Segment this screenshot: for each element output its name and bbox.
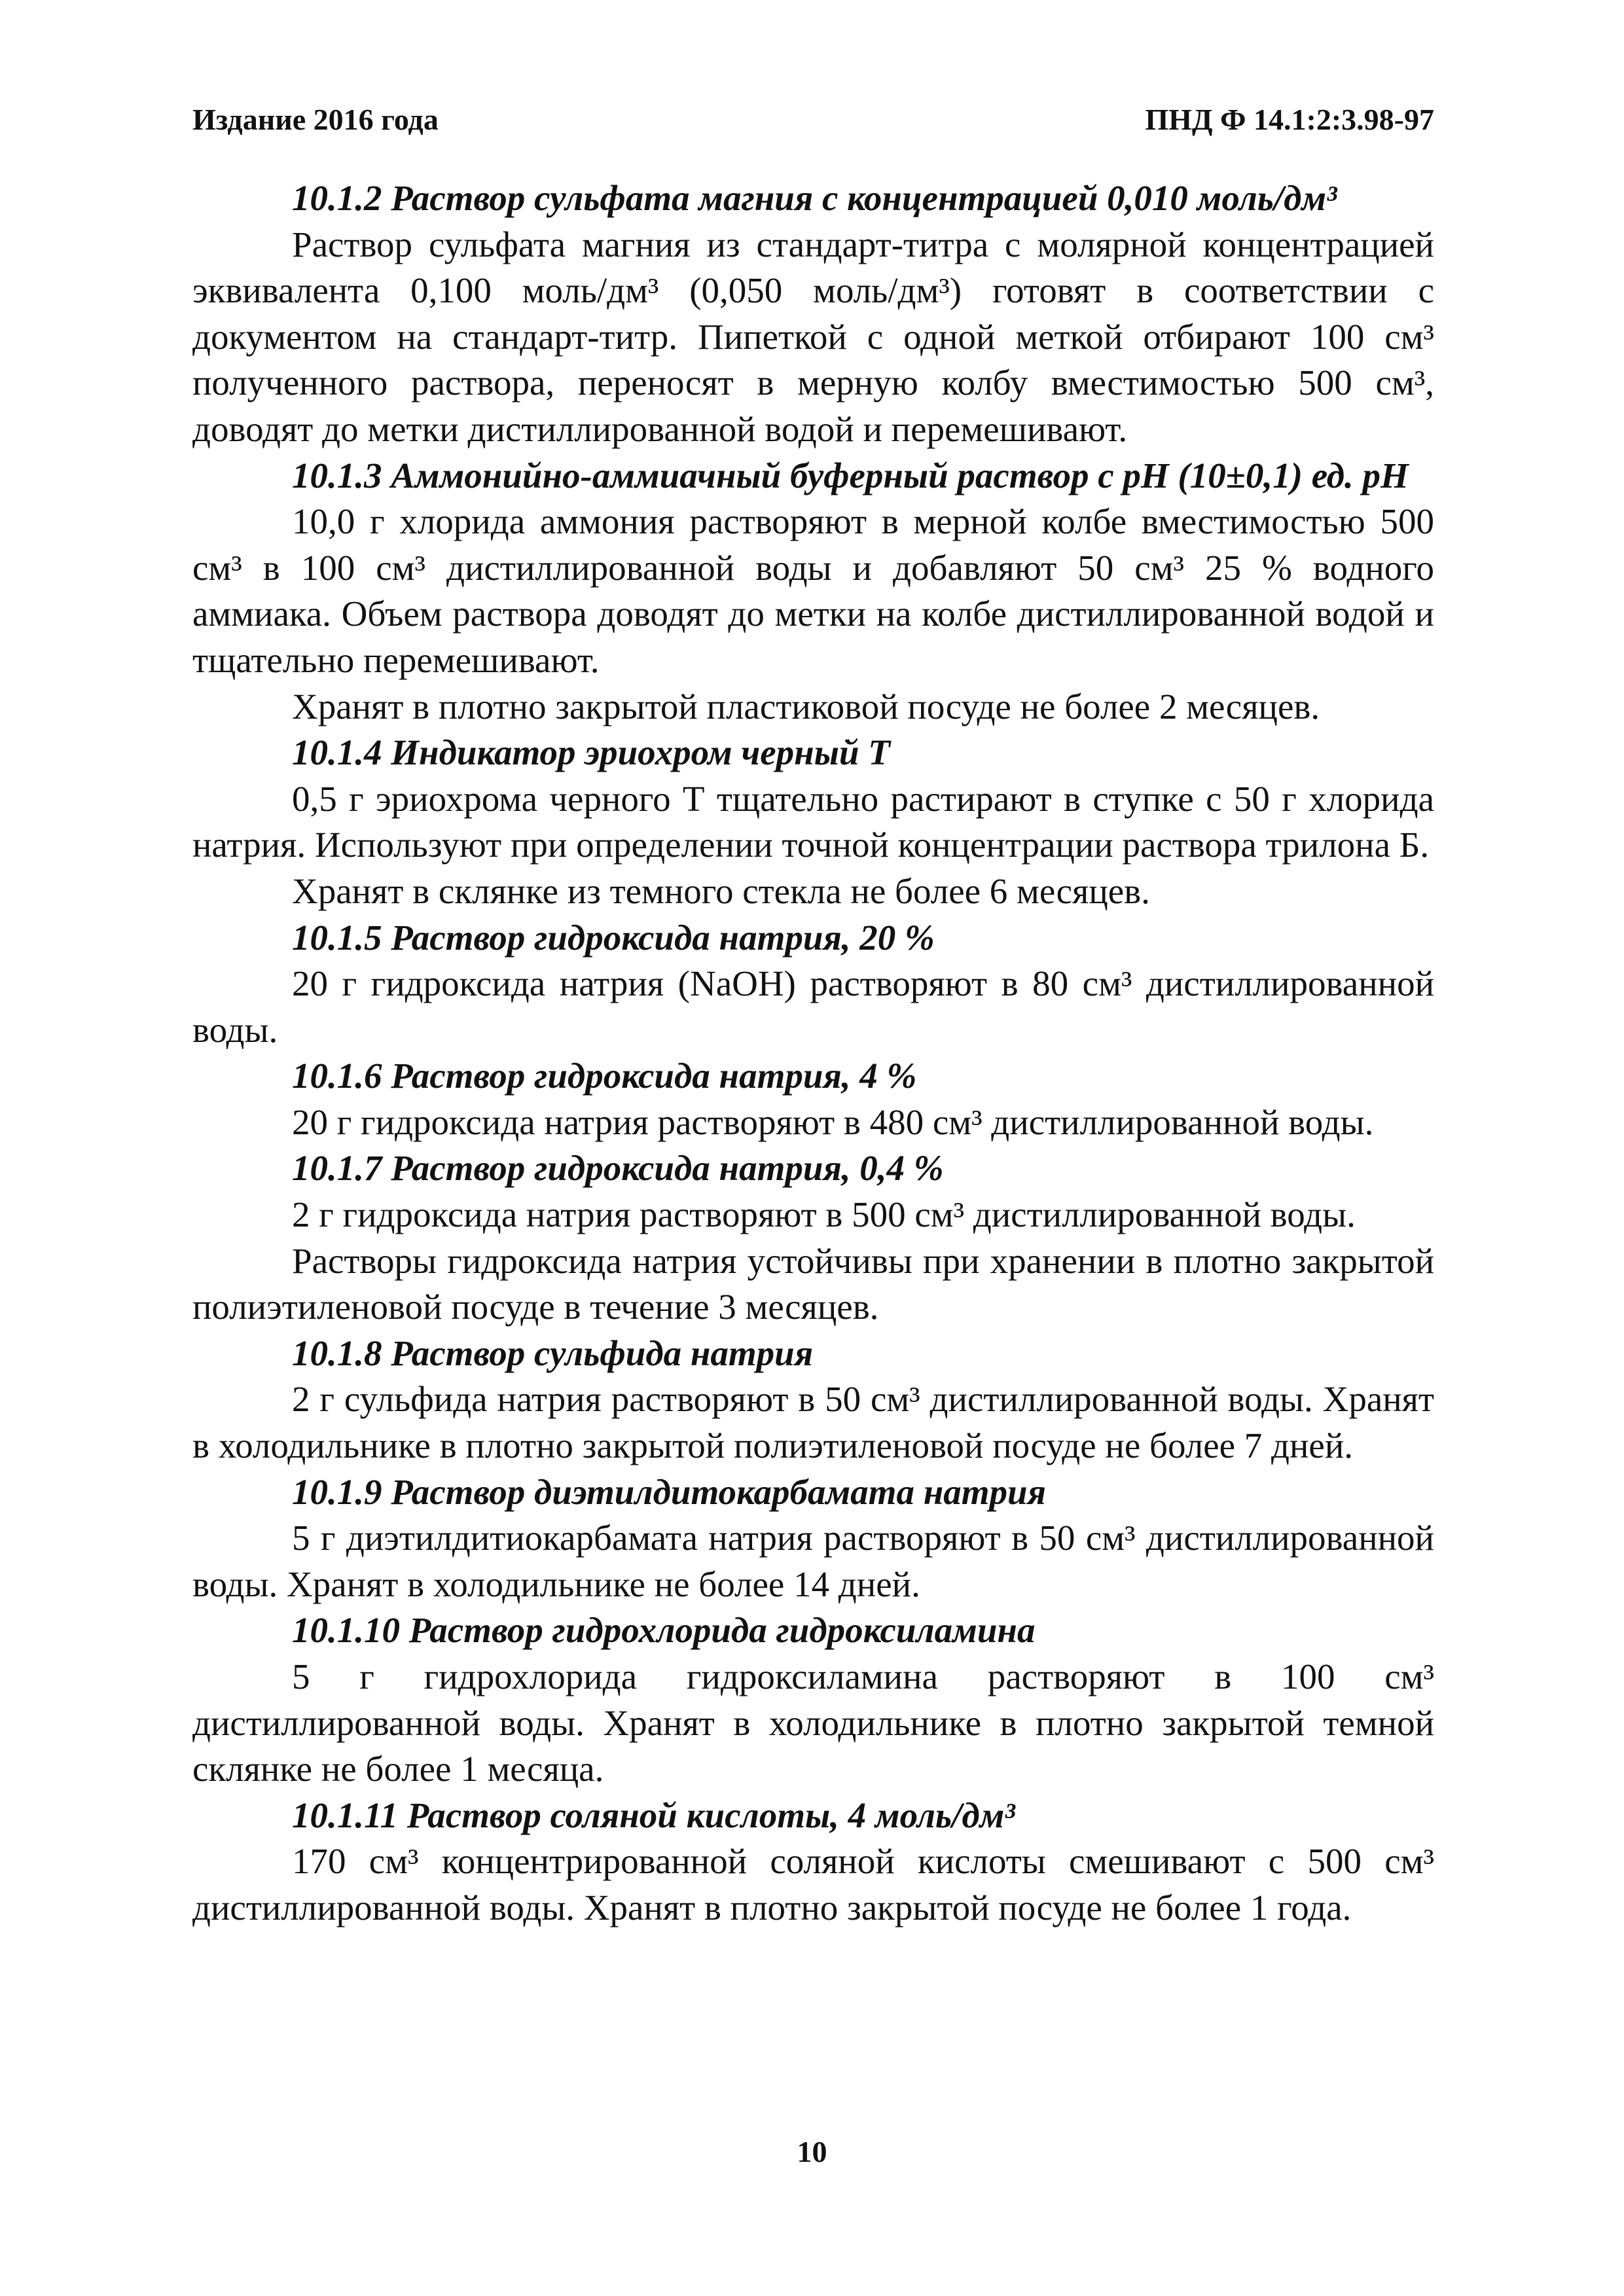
paragraph: 5 г гидрохлорида гидроксиламина растворяют в 100 см³ дистиллированной воды. Хранят в холодильнике в плотно закрытой темной склянке не более 1 месяца.	[192, 1657, 1434, 1789]
section-title: 10.1.7 Раствор гидроксида натрия, 0,4 %	[292, 1148, 944, 1189]
paragraph: Растворы гидроксида натрия устойчивы при хранении в плотно закрытой полиэтиленовой посуде в течение 3 месяцев.	[192, 1240, 1434, 1327]
paragraph: 170 см³ концентрированной соляной кислоты смешивают с 500 см³ дистиллированной воды. Хранят в плотно закрытой посуде не более 1 года.	[192, 1841, 1434, 1928]
paragraph: Хранят в склянке из темного стекла не более 6 месяцев.	[292, 870, 1150, 911]
paragraph: 20 г гидроксида натрия (NaOH) растворяют в 80 см³ дистиллированной воды.	[192, 963, 1434, 1050]
document-body	[192, 175, 1434, 1931]
document-code: ПНД Ф 14.1:2:3.98-97	[1145, 103, 1434, 136]
page-header	[192, 97, 1434, 143]
section-title: 10.1.6 Раствор гидроксида натрия, 4 %	[292, 1056, 917, 1096]
paragraph: 10,0 г хлорида аммония растворяют в мерной колбе вместимостью 500 см³ в 100 см³ дистиллированной воды и добавляют 50 см³ 25 % водного аммиака. Объем раствора доводят до метки на колбе дистиллированной водой и тщательно перемешивают.	[192, 501, 1434, 680]
paragraph: Хранят в плотно закрытой пластиковой посуде не более 2 месяцев.	[292, 686, 1320, 726]
paragraph: 2 г гидроксида натрия растворяют в 500 см³ дистиллированной воды.	[292, 1194, 1356, 1235]
paragraph: 5 г диэтилдитиокарбамата натрия растворяют в 50 см³ дистиллированной воды. Хранят в холодильнике не более 14 дней.	[192, 1518, 1434, 1604]
section-title: 10.1.5 Раствор гидроксида натрия, 20 %	[292, 917, 935, 958]
section-title: 10.1.9 Раствор диэтилдитокарбамата натрия	[292, 1471, 1046, 1512]
paragraph: 20 г гидроксида натрия растворяют в 480 см³ дистиллированной воды.	[292, 1102, 1374, 1142]
page-number: 10	[797, 2135, 827, 2168]
section-title: 10.1.3 Аммонийно-аммиачный буферный раствор с pH (10±0,1) ед. pH	[292, 455, 1409, 495]
paragraph: 0,5 г эриохрома черного Т тщательно растирают в ступке с 50 г хлорида натрия. Используют при определении точной концентрации раствора трилона Б.	[192, 778, 1434, 865]
edition-label: Издание 2016 года	[192, 103, 439, 136]
section-title: 10.1.4 Индикатор эриохром черный Т	[292, 732, 890, 773]
section-title: 10.1.2 Раствор сульфата магния с концентрацией 0,010 моль/дм³	[292, 178, 1337, 218]
section-title: 10.1.10 Раствор гидрохлорида гидроксиламина	[292, 1610, 1036, 1651]
paragraph: Раствор сульфата магния из стандарт-титра с молярной концентрацией эквивалента 0,100 моль/дм³ (0,050 моль/дм³) готовят в соответствии с документом на стандарт-титр. Пипеткой с одной меткой отбирают 100 см³ полученного раствора, переносят в мерную колбу вместимостью 500 см³, доводят до метки дистиллированной водой и перемешивают.	[192, 224, 1434, 449]
paragraph: 2 г сульфида натрия растворяют в 50 см³ дистиллированной воды. Хранят в холодильнике в плотно закрытой полиэтиленовой посуде не более 7 дней.	[192, 1379, 1434, 1466]
section-title: 10.1.11 Раствор соляной кислоты, 4 моль/дм³	[292, 1795, 1015, 1835]
section-title: 10.1.8 Раствор сульфида натрия	[292, 1333, 814, 1373]
